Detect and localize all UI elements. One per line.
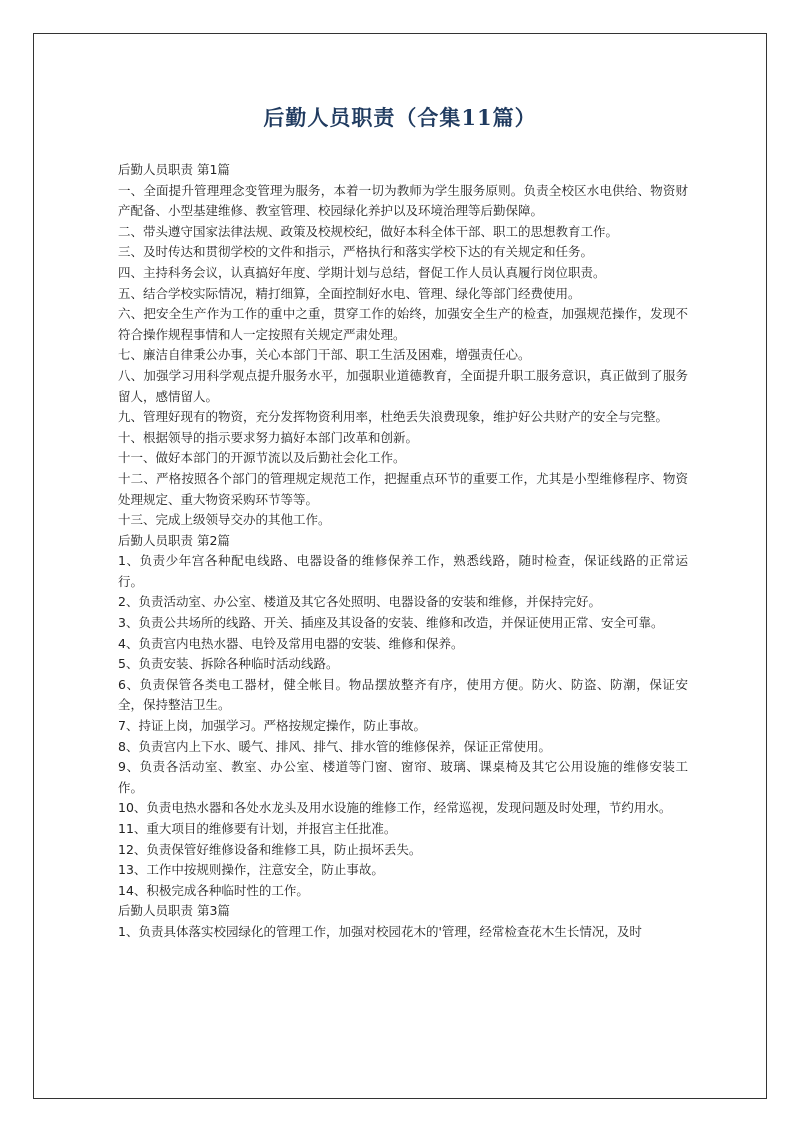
paragraph: 12、负责保管好维修设备和维修工具，防止损坏丢失。 (118, 841, 422, 857)
paragraph: 1、负责少年宫各种配电线路、电器设备的维修保养工作，熟悉线路，随时检查，保证线路的正常运行。 (118, 553, 688, 589)
paragraph: 一、全面提升管理理念变管理为服务，本着一切为教师为学生服务原则。负责全校区水电供给、物资财产配备、小型基建维修、教室管理、校园绿化养护以及环境治理等后勤保障。 (118, 182, 688, 219)
paragraph: 十一、做好本部门的开源节流以及后勤社会化工作。 (118, 450, 406, 466)
paragraph: 2、负责活动室、办公室、楼道及其它各处照明、电器设备的安装和维修，并保持完好。 (118, 594, 601, 610)
paragraph: 7、持证上岗，加强学习。严格按规定操作，防止事故。 (118, 718, 426, 734)
section-heading: 后勤人员职责 第3篇 (118, 903, 230, 919)
paragraph: 十二、严格按照各个部门的管理规定规范工作，把握重点环节的重要工作，尤其是小型维修程序、物资处理规定、重大物资采购环节等等。 (118, 470, 688, 507)
document-body (118, 160, 688, 943)
section-heading: 后勤人员职责 第2篇 (118, 532, 230, 548)
paragraph: 1、负责具体落实校园绿化的管理工作，加强对校园花木的'管理，经常检查花木生长情况，及时 (118, 923, 642, 939)
paragraph: 四、主持科务会议，认真搞好年度、学期计划与总结，督促工作人员认真履行岗位职责。 (118, 264, 606, 280)
paragraph: 6、负责保管各类电工器材，健全帐目。物品摆放整齐有序，使用方便。防火、防盗、防潮，保证安全，保持整洁卫生。 (118, 676, 688, 713)
paragraph: 4、负责宫内电热水器、电铃及常用电器的安装、维修和保养。 (118, 635, 464, 651)
paragraph: 10、负责电热水器和各处水龙头及用水设施的维修工作，经常巡视，发现问题及时处理，节约用水。 (118, 800, 672, 816)
paragraph: 十三、完成上级领导交办的其他工作。 (118, 512, 331, 528)
paragraph: 8、负责宫内上下水、暖气、排风、排气、排水管的维修保养，保证正常使用。 (118, 738, 551, 754)
paragraph: 五、结合学校实际情况，精打细算，全面控制好水电、管理、绿化等部门经费使用。 (118, 285, 581, 301)
paragraph: 3、负责公共场所的线路、开关、插座及其设备的安装、维修和改造，并保证使用正常、安全可靠。 (118, 615, 664, 631)
paragraph: 九、管理好现有的物资，充分发挥物资利用率，杜绝丢失浪费现象，维护好公共财产的安全与完整。 (118, 409, 669, 425)
paragraph: 三、及时传达和贯彻学校的文件和指示，严格执行和落实学校下达的有关规定和任务。 (118, 244, 594, 260)
paragraph: 14、积极完成各种临时性的工作。 (118, 882, 309, 898)
paragraph: 八、加强学习用科学观点提升服务水平，加强职业道德教育，全面提升职工服务意识，真正做到了服务留人，感情留人。 (118, 367, 688, 404)
paragraph: 13、工作中按规则操作，注意安全，防止事故。 (118, 862, 384, 878)
section-heading: 后勤人员职责 第1篇 (118, 162, 230, 177)
paragraph: 十、根据领导的指示要求努力搞好本部门改革和创新。 (118, 429, 419, 445)
paragraph: 七、廉洁自律秉公办事，关心本部门干部、职工生活及困难，增强责任心。 (118, 347, 531, 363)
paragraph: 9、负责各活动室、教室、办公室、楼道等门窗、窗帘、玻璃、课桌椅及其它公用设施的维修安装工作。 (118, 759, 688, 795)
paragraph: 11、重大项目的维修要有计划，并报宫主任批准。 (118, 821, 397, 836)
paragraph: 5、负责安装、拆除各种临时活动线路。 (118, 656, 339, 672)
document-title: 后勤人员职责（合集11篇） (263, 105, 537, 130)
paragraph: 二、带头遵守国家法律法规、政策及校规校纪，做好本科全体干部、职工的思想教育工作。 (118, 223, 619, 239)
paragraph: 六、把安全生产作为工作的重中之重，贯穿工作的始终，加强安全生产的检查，加强规范操作，发现不符合操作规程事情和人一定按照有关规定严肃处理。 (118, 306, 688, 342)
